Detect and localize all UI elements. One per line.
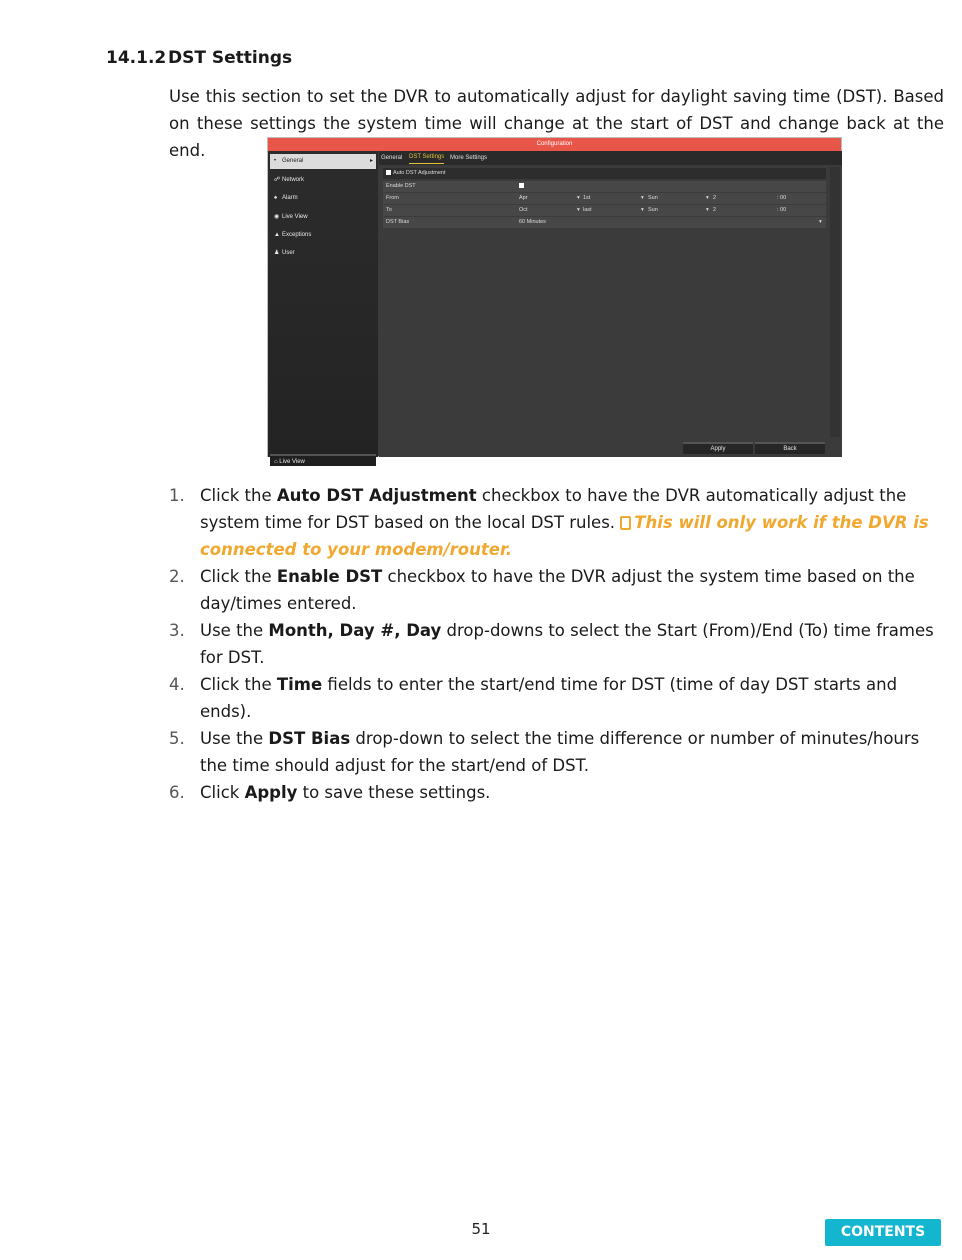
scrollbar[interactable] [830,167,840,437]
intro-paragraph: Use this section to set the DVR to automatically adjust for daylight saving time (DST). Based on these settings the system time will change at the start of DST and change back at the end. [169,87,944,160]
alarm-icon: ♠ [274,195,278,201]
eye-icon: ◉ [274,214,280,220]
step-keyword: Apply [244,783,298,802]
page-number: 51 [471,1220,491,1238]
tab-more-settings[interactable]: More Settings [450,155,488,161]
from-month-select[interactable]: Apr [519,195,528,201]
list-item: 3. Use the Month, Day #, Day drop-downs to select the Start (From)/End (To) time frames for DST. [169,617,934,671]
step-keyword: Auto DST Adjustment [276,486,477,505]
section-number: 14.1.2 [106,48,167,68]
sidebar-item-live-view[interactable]: ◉ Live View [270,210,376,225]
dvr-screenshot [267,137,842,465]
step-keyword: DST Bias [268,729,351,748]
config-panel [379,151,842,457]
to-row [383,205,826,217]
enable-dst-label: Enable DST [386,183,416,189]
auto-dst-row[interactable] [383,168,826,179]
from-label: From [386,195,399,201]
list-item: 4. Click the Time fields to enter the start/end time for DST (time of day DST starts and ends). [169,671,934,725]
sidebar-item-exceptions[interactable]: ▲ Exceptions [270,228,376,243]
dropdown-arrow-icon: ▾ [706,207,709,213]
from-day-select[interactable]: Sun [648,195,658,201]
warning-icon: ▲ [274,232,280,238]
steps-list [169,482,934,806]
sidebar-item-user[interactable]: ♟ User [270,246,376,261]
sidebar-item-network[interactable]: ☍ Network [270,173,376,188]
step-number: 1. [169,486,185,505]
step-keyword: Time [276,675,323,694]
step-number: 3. [169,621,185,640]
dropdown-arrow-icon: ▾ [577,207,580,213]
from-minute-field[interactable]: : 00 [777,195,787,201]
tab-general[interactable]: General [381,155,403,161]
enable-dst-row [383,181,826,193]
back-button[interactable]: Back [755,442,825,454]
tab-dst-settings[interactable]: DST Settings [409,151,444,164]
dropdown-arrow-icon: ▾ [641,195,644,201]
step-number: 4. [169,675,185,694]
step-keyword: Month, Day #, Day [268,621,442,640]
note-text: This will only work if the DVR is connected to your modem/router. [200,513,929,559]
list-item: 5. Use the DST Bias drop-down to select the time difference or number of minutes/hours the time should adjust for the start/end of DST. [169,725,934,779]
step-number: 2. [169,567,185,586]
user-icon: ♟ [274,250,280,256]
to-day-select[interactable]: Sun [648,207,658,213]
sidebar-live-view-button[interactable]: ⌂ Live View [270,454,376,466]
note-icon [620,516,631,530]
chevron-right-icon: ▸ [369,158,373,164]
step-keyword: Enable DST [276,567,383,586]
window-title: Configuration [268,138,841,151]
dst-bias-select[interactable]: 60 Minutes [519,219,546,225]
to-hour-field[interactable]: 2 [713,207,717,213]
step-number: 6. [169,783,185,802]
from-row [383,193,826,205]
from-hour-field[interactable]: 2 [713,195,717,201]
step-number: 5. [169,729,185,748]
dropdown-arrow-icon: ▾ [706,195,709,201]
list-item: 2. Click the Enable DST checkbox to have the DVR adjust the system time based on the day/times entered. [169,563,934,617]
dst-bias-row [383,217,826,229]
gear-icon: • [274,158,277,164]
apply-button[interactable]: Apply [683,442,753,454]
to-label: To [386,207,392,213]
list-item: 1. Click the Auto DST Adjustment checkbox to have the DVR automatically adjust the system time for DST based on the local DST rules. This will only work if the DVR is connected to your modem/router. [169,482,934,563]
sidebar-item-general[interactable]: • General ▸ [270,154,376,169]
to-minute-field[interactable]: : 00 [777,207,787,213]
from-week-select[interactable]: 1st [583,195,591,201]
network-icon: ☍ [274,177,281,183]
enable-dst-checkbox[interactable] [519,183,524,188]
section-title: DST Settings [168,48,293,68]
dropdown-arrow-icon: ▾ [577,195,580,201]
dropdown-arrow-icon: ▾ [641,207,644,213]
to-week-select[interactable]: last [583,207,592,213]
home-icon: ⌂ [274,459,280,465]
auto-dst-checkbox[interactable] [386,170,391,175]
contents-button[interactable]: CONTENTS [825,1219,941,1246]
dst-bias-label: DST Bias [386,219,410,225]
auto-dst-label: Auto DST Adjustment [393,170,446,176]
sidebar-item-alarm[interactable]: ♠ Alarm [270,191,376,206]
sidebar [268,151,378,465]
list-item: 6. Click Apply to save these settings. [169,779,934,806]
to-month-select[interactable]: Oct [519,207,528,213]
dropdown-arrow-icon: ▾ [819,219,822,225]
tab-bar [379,151,842,165]
section-heading [106,48,292,68]
